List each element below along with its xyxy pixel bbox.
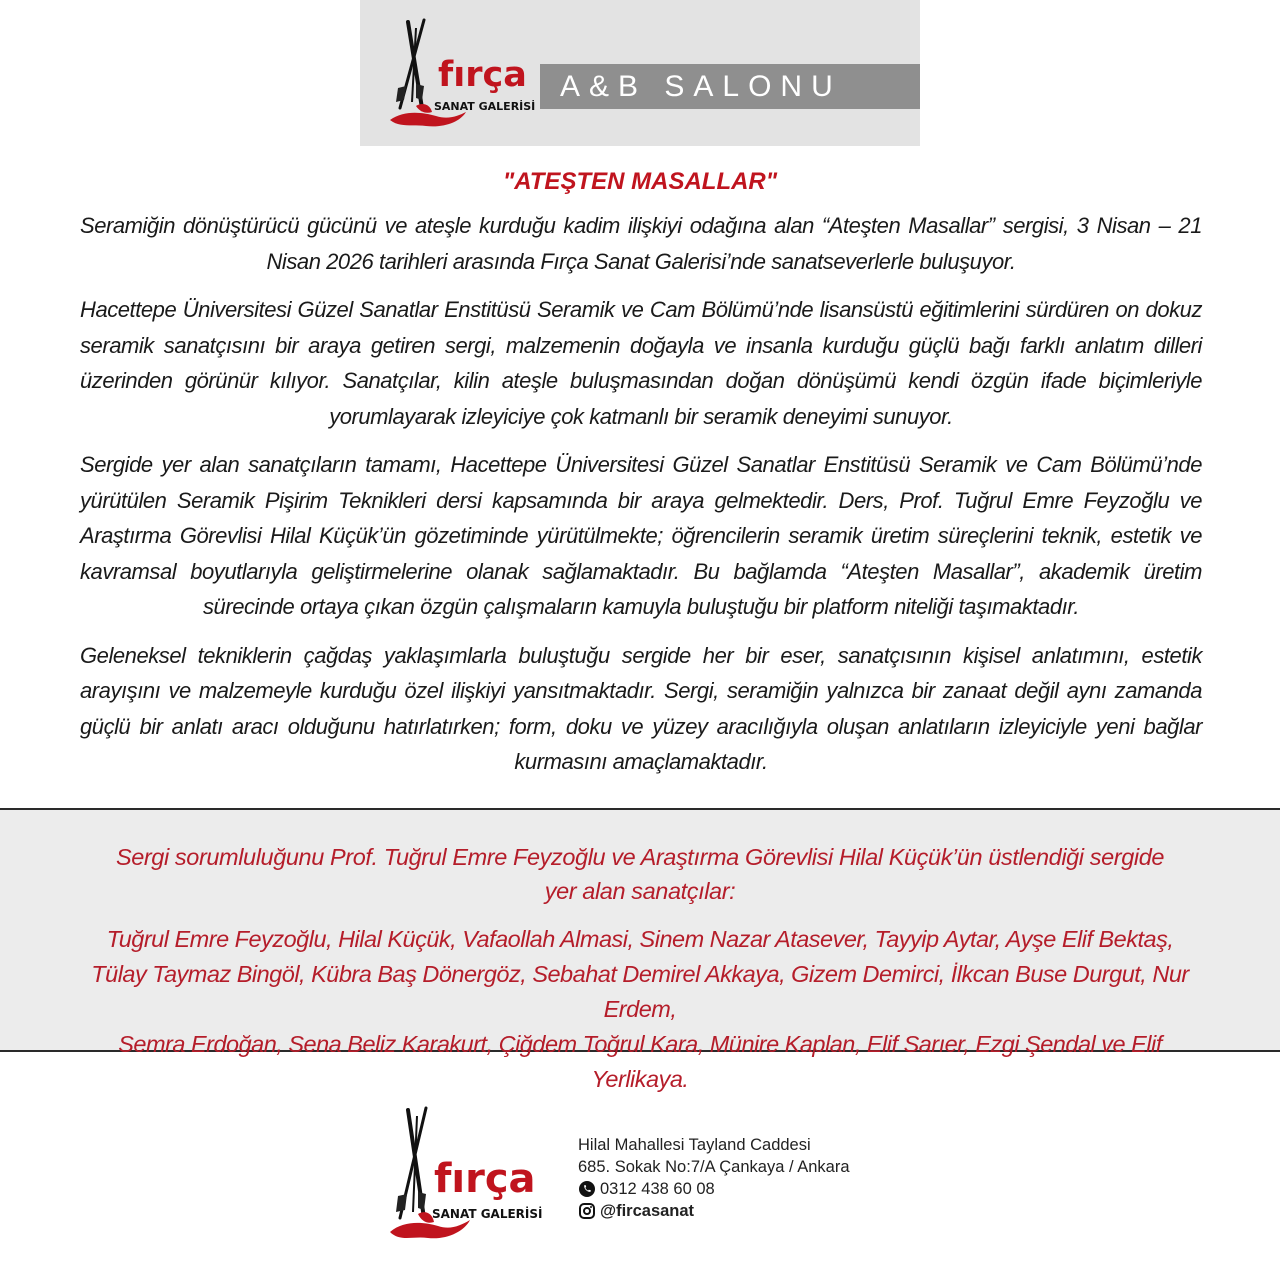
phone-number: 0312 438 60 08	[600, 1180, 715, 1198]
paragraph-1: Seramiğin dönüştürücü gücünü ve ateşle kurduğu kadim ilişkiyi odağına alan “Ateşten Masallar” sergisi, 3 Nisan – 21 Nisan 2026 tarihleri arasında Fırça Sanat Galerisi’nde sanatseverlerle buluşuyor.	[80, 213, 1202, 274]
exhibition-title: "ATEŞTEN MASALLAR"	[502, 168, 778, 195]
salon-name: A&B SALONU	[540, 64, 920, 109]
artists-line-2: Tülay Taymaz Bingöl, Kübra Baş Dönergöz, Sebahat Demirel Akkaya, Gizem Demirci, İlkcan Buse Durgut, Nur Erdem,	[91, 961, 1189, 1022]
artists-intro-line-2: yer alan sanatçılar:	[544, 878, 736, 904]
artists-line-1: Tuğrul Emre Feyzoğlu, Hilal Küçük, Vafaollah Almasi, Sinem Nazar Atasever, Tayyip Aytar, Ayşe Elif Bektaş,	[106, 926, 1174, 952]
footer-firca-logo	[386, 1106, 556, 1244]
paragraph-3: Sergide yer alan sanatçıların tamamı, Hacettepe Üniversitesi Güzel Sanatlar Enstitüsü Seramik ve Cam Bölümü’nde yürütülen Seramik Pişirim Teknikleri dersi kapsamında bir araya gelmektedir. Ders, Prof. Tuğrul Emre Feyzoğlu ve Araştırma Görevlisi Hilal Küçük’ün gözetiminde yürütülmekte; öğrencilerin seramik üretim süreçlerini teknik, estetik ve kavramsal boyutlarıyla geliştirmelerine olanak sağlamaktadır. Bu bağlamda “Ateşten Masallar”, akademik üretim sürecinde ortaya çıkan özgün çalışmaların kamuyla buluştuğu bir platform niteliği taşımaktadır.	[80, 452, 1202, 619]
contact-info	[578, 1134, 918, 1222]
address-line-2: 685. Sokak No:7/A Çankaya / Ankara	[578, 1158, 850, 1176]
exhibition-description	[80, 208, 1202, 793]
svg-text:fırça: fırça	[434, 1156, 536, 1202]
svg-text:SANAT GALERİSİ: SANAT GALERİSİ	[432, 1207, 543, 1221]
svg-text:fırça: fırça	[438, 55, 527, 95]
header-banner	[360, 0, 920, 146]
paragraph-2: Hacettepe Üniversitesi Güzel Sanatlar Enstitüsü Seramik ve Cam Bölümü’nde lisansüstü eğitimlerini sürdüren on dokuz seramik sanatçısını bir araya getiren sergi, malzemenin doğayla ve insanla kurduğu güçlü bağı farklı anlatım dilleri üzerinden görünür kılıyor. Sanatçılar, kilin ateşle buluşmasından doğan dönüşümü kendi özgün ifade biçimleriyle yorumlayarak izleyiciye çok katmanlı bir seramik deneyimi sunuyor.	[80, 297, 1202, 429]
phone-icon	[578, 1181, 595, 1198]
instagram-handle[interactable]: @fircasanat	[600, 1202, 695, 1220]
artists-section	[0, 808, 1280, 1092]
instagram-icon	[578, 1203, 595, 1220]
artists-intro-line-1: Sergi sorumluluğunu Prof. Tuğrul Emre Feyzoğlu ve Araştırma Görevlisi Hilal Küçük’ün üstlendiği sergide	[115, 844, 1165, 870]
phone-row	[578, 1178, 918, 1200]
instagram-row	[578, 1200, 918, 1222]
artists-list	[70, 922, 1210, 1097]
artists-line-3: Semra Erdoğan, Sena Beliz Karakurt, Çiğdem Toğrul Kara, Münire Kaplan, Elif Sarıer, Ezgi Şendal ve Elif Yerlikaya.	[118, 1031, 1162, 1092]
firca-logo	[386, 16, 556, 131]
address-line-1: Hilal Mahallesi Tayland Caddesi	[578, 1136, 811, 1154]
svg-text:SANAT GALERİSİ: SANAT GALERİSİ	[434, 100, 536, 113]
artists-intro	[70, 840, 1210, 908]
paragraph-4: Geleneksel tekniklerin çağdaş yaklaşımlarla buluştuğu sergide her bir eser, sanatçısının kişisel anlatımını, estetik arayışını ve malzemeyle kurduğu özel ilişkiyi yansıtmaktadır. Sergi, seramiğin yalnızca bir zanaat değil aynı zamanda güçlü bir anlatı aracı olduğunu hatırlatırken; form, doku ve yüzey aracılığıyla oluşan anlatıların izleyiciyle yeni bağlar kurmasını amaçlamaktadır.	[80, 642, 1202, 774]
